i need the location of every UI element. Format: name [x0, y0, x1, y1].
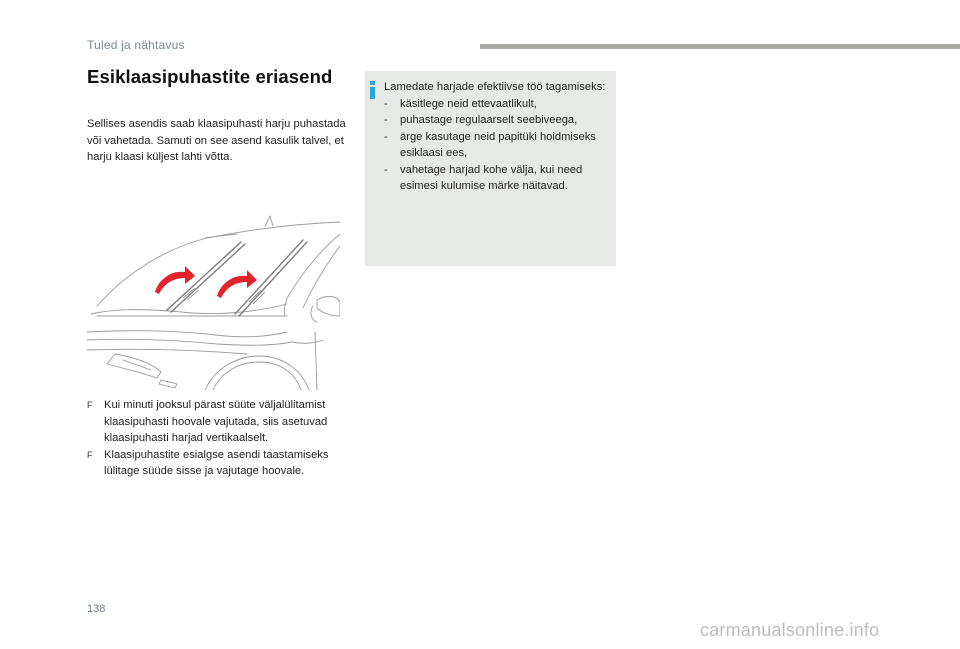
info-note-box [365, 71, 616, 266]
arrow-bullet-icon: F [87, 449, 93, 460]
section-title: Tuled ja nähtavus [87, 38, 185, 52]
dash-marker: - [384, 97, 388, 110]
header-divider-bar [480, 44, 960, 49]
instruction-steps [87, 397, 347, 480]
list-item [384, 96, 610, 113]
windscreen-wipers-illustration [87, 212, 340, 390]
intro-paragraph: Sellises asendis saab klaasipuhasti harju puhastada või vahetada. Samuti on see asend kasulik talvel, et harju klaasi küljest lahti võtta. [87, 118, 346, 163]
info-item-text: ärge kasutage neid papitüki hoidmiseks esiklaasi ees, [400, 130, 596, 159]
list-item [87, 447, 347, 480]
info-item-text: vahetage harjad kohe välja, kui need esimesi kulumise märke näitavad. [400, 163, 583, 192]
info-icon [369, 81, 376, 99]
info-item-text: käsitlege neid ettevaatlikult, [400, 97, 537, 110]
page-number: 138 [87, 603, 106, 615]
info-item-text: puhastage regulaarselt seebiveega, [400, 114, 578, 126]
dash-marker: - [384, 114, 388, 126]
step-text: Kui minuti jooksul pärast süüte väljalülitamist klaasipuhasti hoovale vajutada, siis asetuvad klaasipuhasti harjad vertikaalselt. [104, 399, 328, 444]
windscreen-wipers-raised-illustration-icon [87, 212, 340, 390]
watermark: carmanualsonline.info [700, 620, 880, 640]
info-list [384, 96, 610, 195]
list-item [384, 162, 610, 195]
dash-marker: - [384, 130, 388, 143]
page-title: Esiklaasipuhastite eriasend [87, 66, 333, 87]
list-item [384, 129, 610, 162]
info-intro: Lamedate harjade efektiivse töö tagamiseks: [384, 81, 606, 93]
list-item [87, 397, 347, 447]
dash-marker: - [384, 163, 388, 176]
step-text: Klaasipuhastite esialgse asendi taastamiseks lülitage süüde sisse ja vajutage hoovale. [104, 448, 329, 477]
list-item [384, 112, 610, 129]
arrow-bullet-icon: F [87, 400, 93, 410]
